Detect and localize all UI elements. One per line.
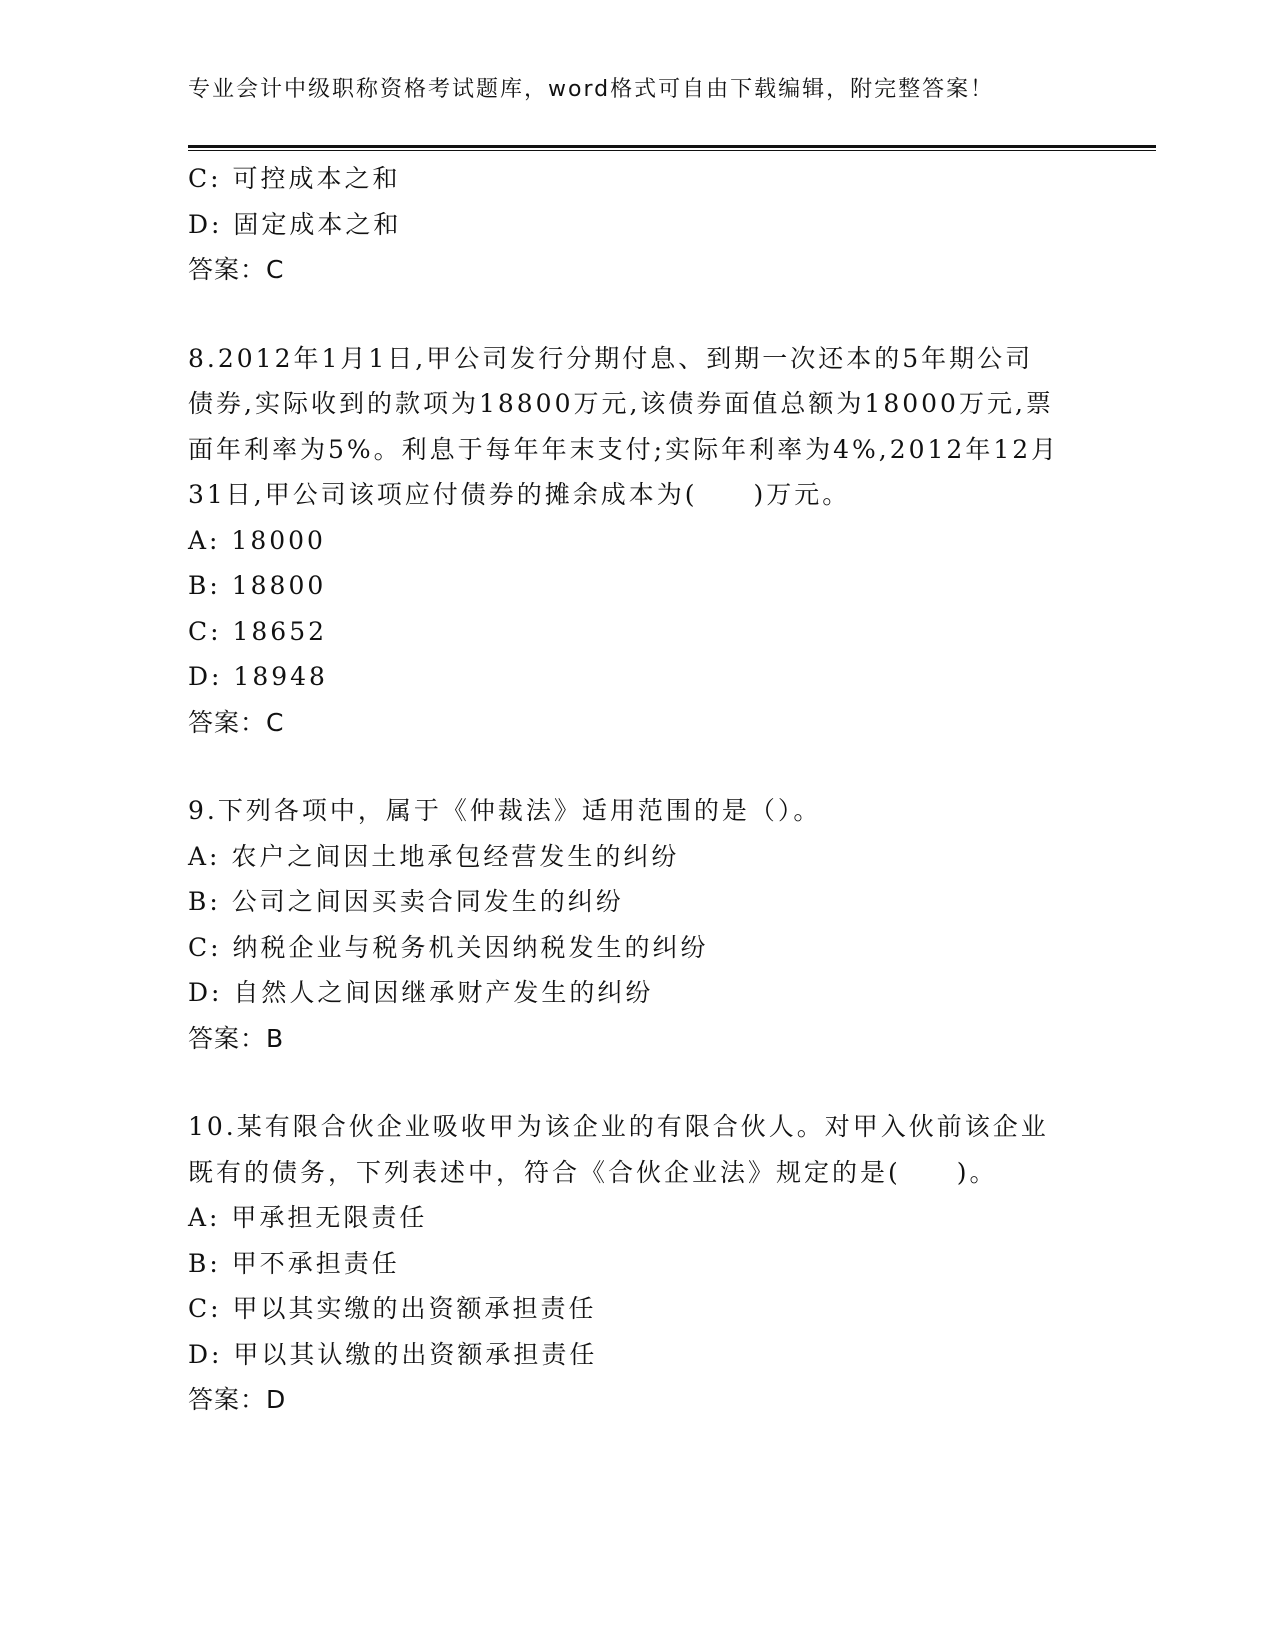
spacer [188,1061,1088,1104]
header-rule-thin [188,150,1156,151]
option-c: C: 纳税企业与税务机关因纳税发生的纠纷 [188,932,709,962]
continued-question [188,156,1088,293]
question-content [188,156,1088,1423]
spacer [188,293,1088,336]
option-d: D: 自然人之间因继承财产发生的纠纷 [188,978,654,1007]
question-stem-line: 债券,实际收到的款项为18800万元,该债券面值总额为18000万元,票 [188,389,1054,418]
question-10 [188,1104,1088,1423]
option-c: C: 18652 [188,616,328,646]
question-stem-line: 31日,甲公司该项应付债券的摊余成本为( )万元。 [188,480,851,509]
question-stem-line: 10.某有限合伙企业吸收甲为该企业的有限合伙人。对甲入伙前该企业 [188,1112,1049,1141]
answer-line: 答案：C [188,255,285,284]
page-header: 专业会计中级职称资格考试题库，word格式可自由下载编辑，附完整答案！ [188,77,995,102]
answer-line: 答案：D [188,1385,287,1414]
header-rule [188,145,1156,148]
option-c: C: 甲以其实缴的出资额承担责任 [188,1294,597,1323]
spacer [188,745,1088,788]
question-9 [188,788,1088,1061]
option-d: D: 甲以其认缴的出资额承担责任 [188,1339,598,1369]
option-a: A: 18000 [188,525,326,555]
answer-line: 答案：B [188,1023,285,1053]
option-a: A: 甲承担无限责任 [188,1203,428,1232]
option-a: A: 农户之间因土地承包经营发生的纠纷 [188,841,680,871]
question-stem-line: 9.下列各项中，属于《仲裁法》适用范围的是（）。 [188,796,822,825]
answer-line: 答案：C [188,707,285,737]
option-b: B: 18800 [188,571,327,600]
option-b: B: 甲不承担责任 [188,1248,400,1278]
question-stem-line: 既有的债务，下列表述中，符合《合伙企业法》规定的是( )。 [188,1157,998,1187]
option-b: B: 公司之间因买卖合同发生的纠纷 [188,887,624,916]
option-d: D: 固定成本之和 [188,209,402,239]
option-c: C: 可控成本之和 [188,164,401,193]
question-stem-line: 8.2012年1月1日,甲公司发行分期付息、到期一次还本的5年期公司 [188,343,1034,373]
question-8 [188,336,1088,746]
question-stem-line: 面年利率为5%。利息于每年年末支付;实际年利率为4%,2012年12月 [188,434,1060,464]
option-d: D: 18948 [188,662,328,691]
